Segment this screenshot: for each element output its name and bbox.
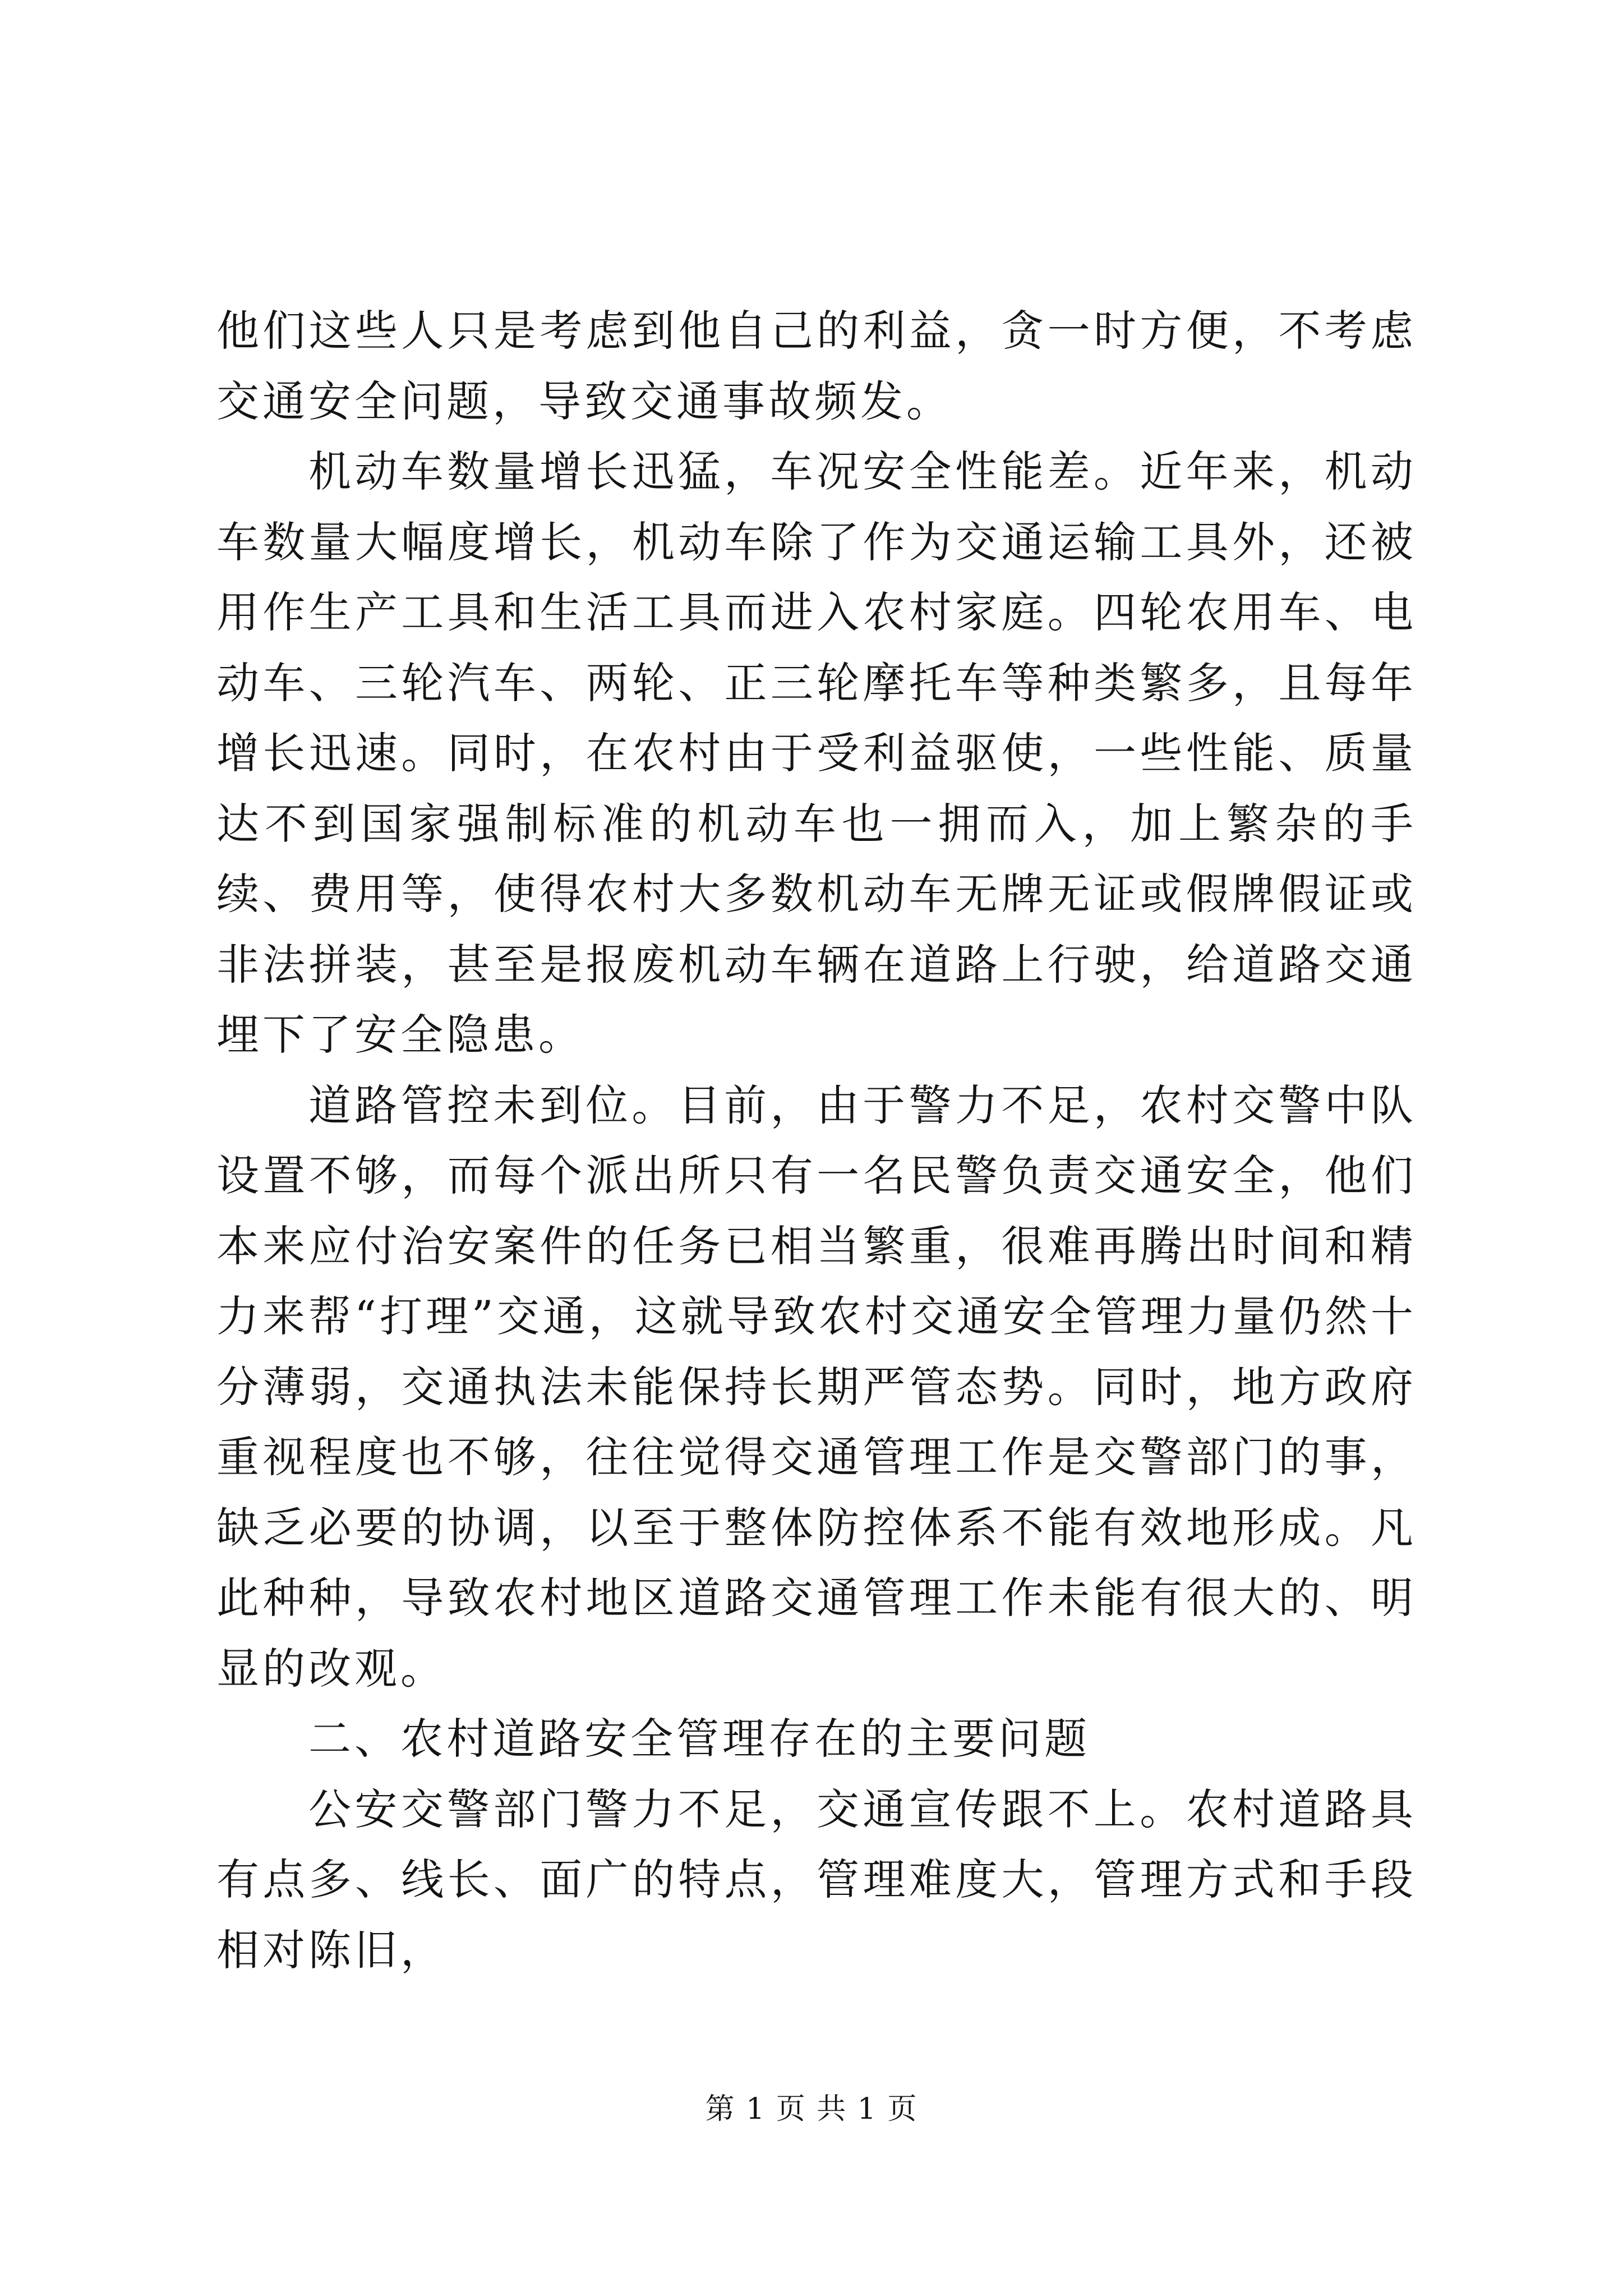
page-number: 第 1 页 共 1 页 — [705, 2092, 918, 2126]
paragraph-police-shortage: 公安交警部门警力不足，交通宣传跟不上。农村道路具有点多、线长、面广的特点，管理难度大，管理方式和手段相对陈旧， — [216, 1784, 1417, 1975]
page-footer — [0, 2090, 1623, 2129]
document-body — [216, 296, 1417, 1985]
paragraph-continuation: 他们这些人只是考虑到他自己的利益，贪一时方便，不考虑交通安全问题，导致交通事故频发。 — [216, 306, 1417, 426]
section-heading: 二、农村道路安全管理存在的主要问题 — [308, 1714, 1090, 1764]
paragraph-road-control: 道路管控未到位。目前，由于警力不足，农村交警中队设置不够，而每个派出所只有一名民警负责交通安全，他们本来应付治安案件的任务已相当繁重，很难再腾出时间和精力来帮“打理”交通，这就导致农村交通安全管理力量仍然十分薄弱，交通执法未能保持长期严管态势。同时，地方政府重视程度也不够，往往觉得交通管理工作是交警部门的事，缺乏必要的协调，以至于整体防控体系不能有效地形成。凡此种种，导致农村地区道路交通管理工作未能有很大的、明显的改观。 — [216, 1080, 1417, 1694]
paragraph-vehicle-growth: 机动车数量增长迅猛，车况安全性能差。近年来，机动车数量大幅度增长，机动车除了作为交通运输工具外，还被用作生产工具和生活工具而进入农村家庭。四轮农用车、电动车、三轮汽车、两轮、正三轮摩托车等种类繁多，且每年增长迅速。同时，在农村由于受利益驱使，一些性能、质量达不到国家强制标准的机动车也一拥而入，加上繁杂的手续、费用等，使得农村大多数机动车无牌无证或假牌假证或非法拼装，甚至是报废机动车辆在道路上行驶，给道路交通埋下了安全隐患。 — [216, 447, 1417, 1060]
